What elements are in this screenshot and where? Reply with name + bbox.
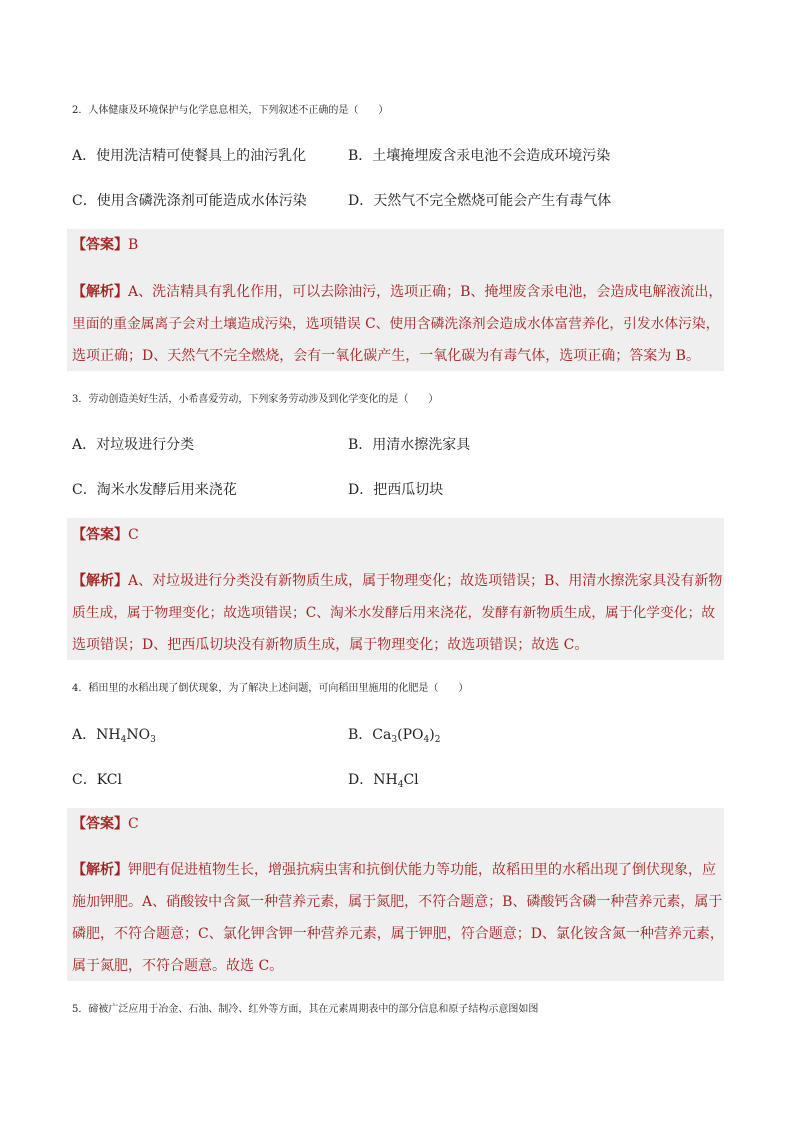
answer-value: C (128, 816, 139, 832)
question-2-option-a: A．使用洗洁精可使餐具上的油污乳化 (72, 148, 307, 164)
answer-value: B (128, 237, 139, 253)
question-2-option-b: B．土壤掩埋废含汞电池不会造成环境污染 (348, 148, 611, 164)
analysis-line: 【解析】A、洗洁精具有乳化作用，可以去除油污，选项正确；B、掩埋废含汞电池，会造成电解液流出， (72, 284, 723, 300)
analysis-line: 属于氮肥，不符合题意。故选 C。 (72, 958, 284, 974)
question-4-option-a: A．$NH_4NO_3$ (72, 727, 156, 745)
question-2-answer (72, 235, 138, 255)
question-3-option-d: D．把西瓜切块 (348, 482, 444, 498)
question-2-stem: 2．人体健康及环境保护与化学息息相关，下列叙述不正确的是（ ） (72, 105, 389, 116)
analysis-label: 【解析】 (72, 862, 128, 878)
answer-value: C (128, 527, 139, 543)
question-4-option-d: D．$NH_4Cl$ (348, 772, 419, 790)
analysis-line: 【解析】A、对垃圾进行分类没有新物质生成，属于物理变化；故选项错误；B、用清水擦洗家具没有新物 (72, 573, 723, 589)
analysis-line: 质生成，属于物理变化；故选项错误；C、淘米水发酵后用来浇花，发酵有新物质生成，属于化学变化；故 (72, 605, 716, 621)
analysis-line: 施加钾肥。A、硝酸铵中含氮一种营养元素，属于氮肥，不符合题意；B、磷酸钙含磷一种营养元素，属于 (72, 894, 723, 910)
question-4-analysis (72, 854, 724, 982)
question-2-option-c: C．使用含磷洗涤剂可能造成水体污染 (72, 193, 307, 209)
question-3-answer (72, 525, 139, 545)
chemical-formula: $NH_4NO_3$ (96, 727, 156, 745)
answer-label: 【答案】 (72, 237, 128, 253)
analysis-line: 里面的重金属离子会对土壤造成污染，选项错误 C、使用含磷洗涤剂会造成水体富营养化，引发水体污染， (72, 316, 720, 332)
analysis-label: 【解析】 (72, 573, 128, 589)
question-3-option-b: B．用清水擦洗家具 (348, 437, 471, 453)
question-2-option-d: D．天然气不完全燃烧可能会产生有毒气体 (348, 193, 612, 209)
question-2-analysis (72, 276, 724, 372)
question-3-stem: 3．劳动创造美好生活，小希喜爱劳动，下列家务劳动涉及到化学变化的是（ ） (72, 394, 439, 405)
question-4-option-b: B．$Ca_3(PO_4)_2$ (348, 727, 441, 745)
analysis-line: 磷肥，不符合题意；C、氯化钾含钾一种营养元素，属于钾肥，符合题意；D、氯化铵含氮一种营养元素， (72, 926, 724, 942)
analysis-line: 【解析】钾肥有促进植物生长，增强抗病虫害和抗倒伏能力等功能，故稻田里的水稻出现了倒伏现象，应 (72, 862, 716, 878)
question-3-option-c: C．淘米水发酵后用来浇花 (72, 482, 237, 498)
question-3-analysis (72, 565, 724, 661)
chemical-formula: $Ca_3(PO_4)_2$ (372, 727, 441, 745)
analysis-label: 【解析】 (72, 284, 128, 300)
analysis-line: 选项错误；D、把西瓜切块没有新物质生成，属于物理变化；故选项错误；故选 C。 (72, 637, 589, 653)
answer-label: 【答案】 (72, 527, 128, 543)
analysis-line: 选项正确；D、天然气不完全燃烧，会有一氧化碳产生，一氧化碳为有毒气体，选项正确；答案为 B。 (72, 348, 700, 364)
question-4-stem: 4．稻田里的水稻出现了倒伏现象，为了解决上述问题，可向稻田里施用的化肥是（ ） (72, 683, 469, 694)
chemical-formula: $NH_4Cl$ (373, 772, 419, 790)
question-4-answer (72, 814, 139, 834)
question-4-option-c: C．KCl (72, 772, 122, 788)
question-5-stem: 5．碲被广泛应用于冶金、石油、制冷、红外等方面，其在元素周期表中的部分信息和原子结构示意图如图 (72, 1004, 539, 1015)
answer-label: 【答案】 (72, 816, 128, 832)
question-3-option-a: A．对垃圾进行分类 (72, 437, 195, 453)
